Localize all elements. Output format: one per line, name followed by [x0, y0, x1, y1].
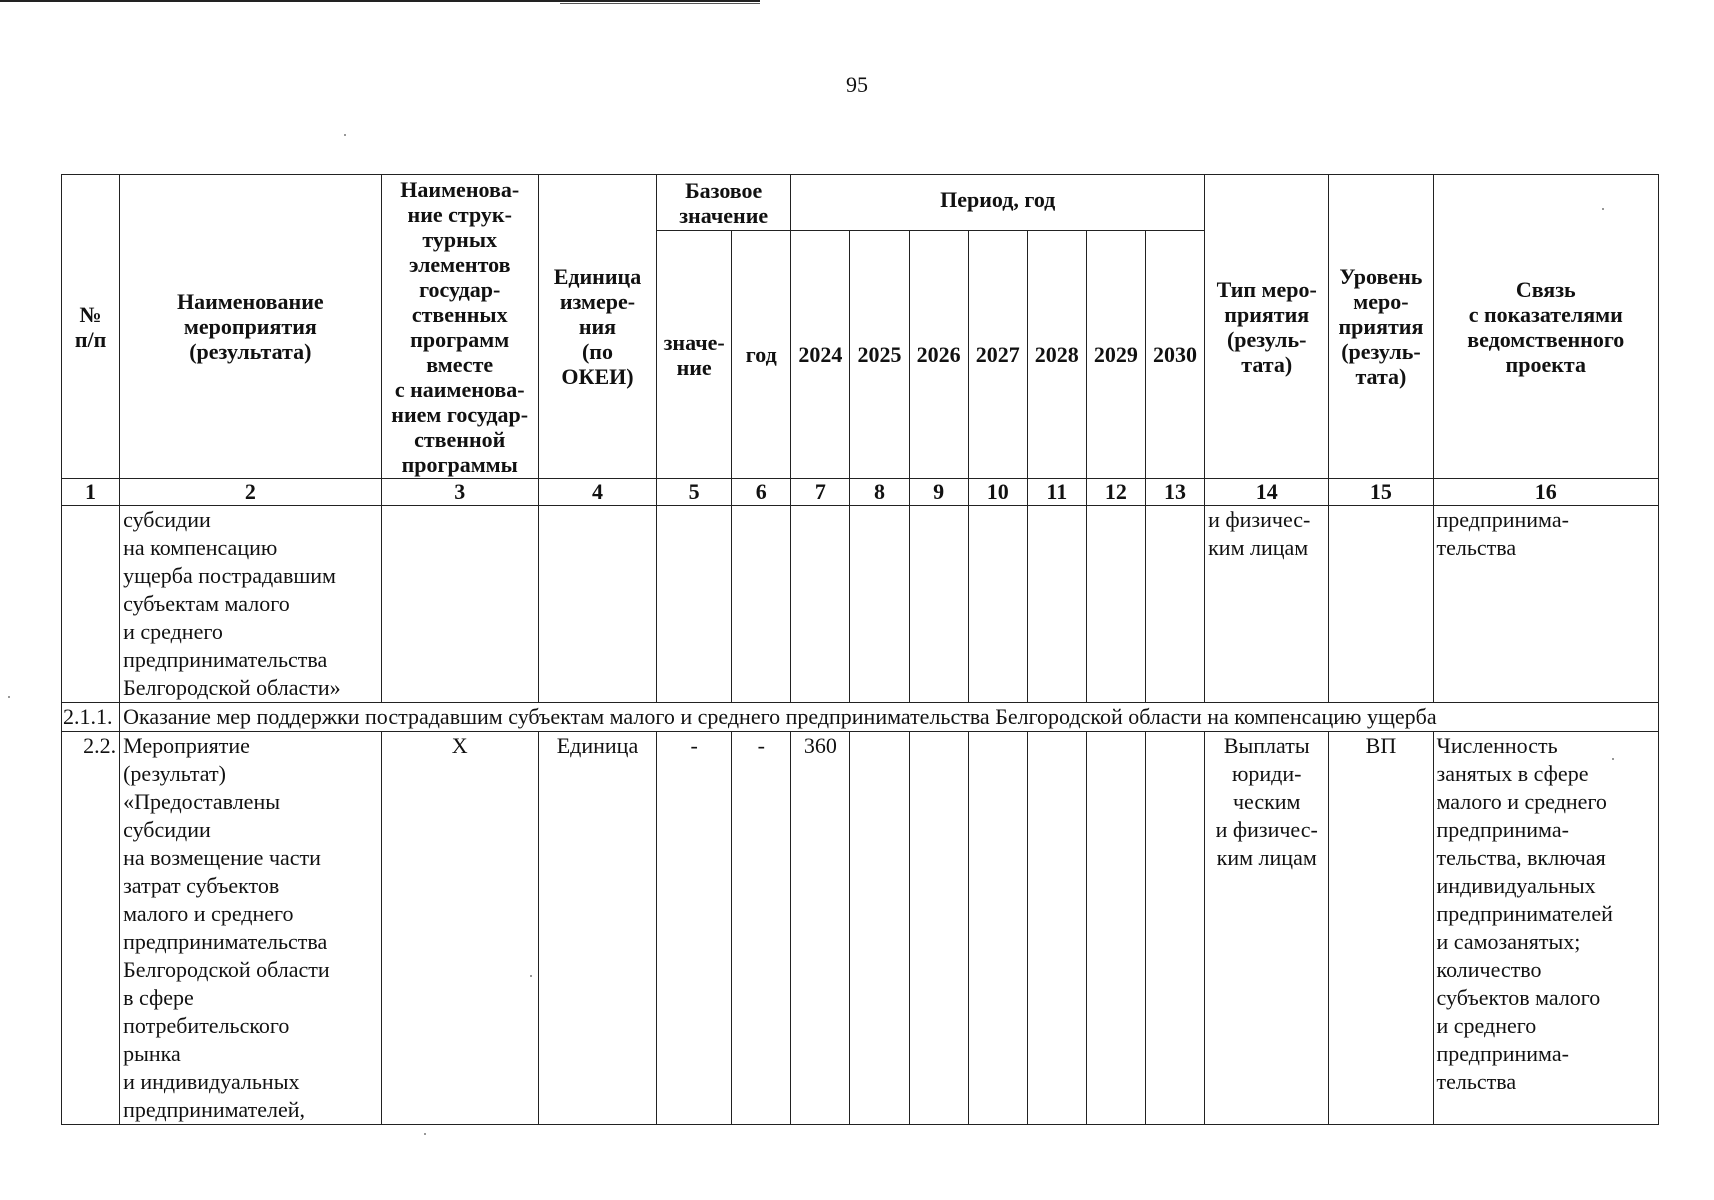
column-number: 6 — [732, 479, 791, 506]
value-2029 — [1086, 506, 1145, 703]
value-2030 — [1145, 732, 1204, 1125]
row-number: 2.2. — [62, 732, 120, 1125]
base-year: - — [732, 732, 791, 1125]
table-row — [62, 703, 1659, 732]
value-2028 — [1027, 732, 1086, 1125]
column-number: 8 — [850, 479, 909, 506]
header-year-2028: 2028 — [1027, 231, 1086, 479]
header-unit: Единица измере- ния (по ОКЕИ) — [538, 175, 656, 479]
indicator-link: Численность занятых в сфере малого и среднего предпринима- тельства, включая индивидуальных предпринимателей и самозанятых; количество субъектов малого и среднего предпринима- тельства — [1433, 732, 1658, 1125]
value-2027 — [968, 732, 1027, 1125]
unit — [538, 506, 656, 703]
measure-level: ВП — [1329, 732, 1433, 1125]
value-2029 — [1086, 732, 1145, 1125]
column-number: 4 — [538, 479, 656, 506]
header-structural-elements: Наименова- ние струк- турных элементов государ- ственных программ вместе с наименова- нием государ- ственной программы — [381, 175, 538, 479]
row-number — [62, 506, 120, 703]
value-2024: 360 — [791, 732, 850, 1125]
column-number: 15 — [1329, 479, 1433, 506]
header-base-year: год — [732, 231, 791, 479]
value-2024 — [791, 506, 850, 703]
header-year-2026: 2026 — [909, 231, 968, 479]
value-2026 — [909, 732, 968, 1125]
header-measure-name: Наименование мероприятия (результата) — [120, 175, 381, 479]
base-year — [732, 506, 791, 703]
scan-speck — [530, 975, 532, 977]
column-number: 12 — [1086, 479, 1145, 506]
column-number: 5 — [657, 479, 732, 506]
column-number-row — [62, 479, 1659, 506]
table-row — [62, 506, 1659, 703]
column-number: 7 — [791, 479, 850, 506]
scan-speck — [1612, 758, 1614, 760]
scan-artifact-line — [0, 0, 760, 2]
section-title: Оказание мер поддержки пострадавшим субъектам малого и среднего предпринимательства Белгородской области на компенсацию ущерба — [120, 703, 1659, 732]
header-indicator-link: Связь с показателями ведомственного проекта — [1433, 175, 1658, 479]
column-number: 14 — [1205, 479, 1329, 506]
structural-element: Х — [381, 732, 538, 1125]
column-number: 1 — [62, 479, 120, 506]
header-number: № п/п — [62, 175, 120, 479]
scan-speck — [8, 696, 10, 698]
value-2025 — [850, 732, 909, 1125]
measure-name: Мероприятие (результат) «Предоставлены субсидии на возмещение части затрат субъектов малого и среднего предпринимательства Белгородской области в сфере потребительского рынка и индивидуальных предпринимателей, — [120, 732, 381, 1125]
measure-type: и физичес- ким лицам — [1205, 506, 1329, 703]
measure-type: Выплаты юриди- ческим и физичес- ким лицам — [1205, 732, 1329, 1125]
table-row — [62, 732, 1659, 1125]
column-number: 13 — [1145, 479, 1204, 506]
column-number: 16 — [1433, 479, 1658, 506]
header-year-2027: 2027 — [968, 231, 1027, 479]
measures-table — [61, 174, 1659, 1125]
header-base-value-group: Базовое значение — [657, 175, 791, 231]
header-measure-level: Уровень меро- приятия (резуль- тата) — [1329, 175, 1433, 479]
value-2025 — [850, 506, 909, 703]
header-year-2030: 2030 — [1145, 231, 1204, 479]
header-measure-type: Тип меро- приятия (резуль- тата) — [1205, 175, 1329, 479]
value-2027 — [968, 506, 1027, 703]
unit: Единица — [538, 732, 656, 1125]
measure-name: субсидии на компенсацию ущерба пострадавшим субъектам малого и среднего предпринимательства Белгородской области» — [120, 506, 381, 703]
scan-artifact-line — [560, 3, 760, 4]
column-number: 11 — [1027, 479, 1086, 506]
value-2028 — [1027, 506, 1086, 703]
header-year-2024: 2024 — [791, 231, 850, 479]
column-number: 9 — [909, 479, 968, 506]
column-number: 10 — [968, 479, 1027, 506]
measure-level — [1329, 506, 1433, 703]
value-2030 — [1145, 506, 1204, 703]
column-number: 3 — [381, 479, 538, 506]
header-year-2025: 2025 — [850, 231, 909, 479]
scan-speck — [344, 134, 346, 136]
structural-element — [381, 506, 538, 703]
scan-speck — [1602, 208, 1604, 210]
column-number: 2 — [120, 479, 381, 506]
indicator-link: предпринима- тельства — [1433, 506, 1658, 703]
row-number: 2.1.1. — [62, 703, 120, 732]
header-period-group: Период, год — [791, 175, 1205, 231]
base-value — [657, 506, 732, 703]
value-2026 — [909, 506, 968, 703]
header-year-2029: 2029 — [1086, 231, 1145, 479]
header-base-value: значе- ние — [657, 231, 732, 479]
page-number: 95 — [846, 72, 868, 97]
base-value: - — [657, 732, 732, 1125]
scan-speck — [424, 1133, 426, 1135]
